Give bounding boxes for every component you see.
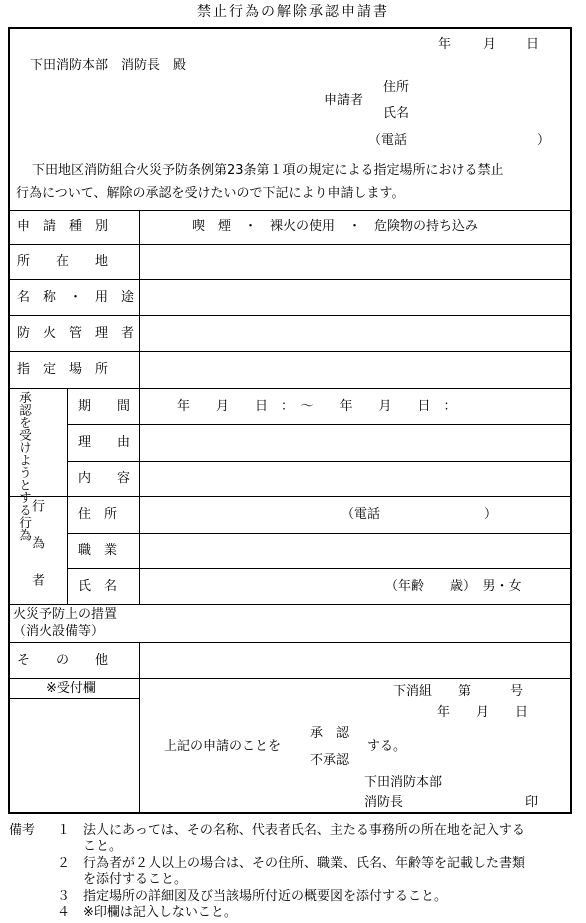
- note-2-line-1: 行為者が２人以上の場合は、その住所、職業、氏名、年齢等を記載した書類: [83, 856, 526, 871]
- column-divider: [139, 211, 140, 604]
- other-label: そ の 他: [17, 653, 109, 668]
- actor-name-label: 氏 名: [78, 579, 118, 594]
- applicant-phone: （電話 ）: [368, 133, 551, 148]
- row-divider: [67, 533, 572, 534]
- reason-label: 理 由: [78, 435, 131, 450]
- row-divider: [67, 461, 572, 462]
- actor-age-sex: （年齢 歳） 男・女: [385, 579, 522, 594]
- note-1-number: １: [57, 823, 71, 838]
- type-value: 喫 煙 ・ 裸火の使用 ・ 危険物の持ち込み: [192, 219, 479, 234]
- period-label: 期 間: [78, 399, 131, 414]
- fire-prevention-measures-sublabel: （消火設備等）: [13, 624, 105, 639]
- note-4-number: ４: [57, 905, 71, 920]
- row-divider: [9, 351, 572, 352]
- note-4-line-1: ※印欄は記入しないこと。: [83, 905, 237, 920]
- applicant-label: 申請者: [324, 93, 364, 108]
- reception-label: ※受付欄: [46, 681, 96, 696]
- period-value: 年 月 日 ： 〜 年 月 日 ：: [177, 399, 457, 414]
- row-divider: [9, 388, 572, 389]
- content-label: 内 容: [78, 471, 131, 486]
- approve-option: 承 認: [310, 726, 350, 741]
- decision-prefix: 上記の申請のことを: [164, 739, 282, 754]
- row-divider: [9, 678, 572, 679]
- name-use-label: 名 称 ・ 用 途: [17, 290, 135, 305]
- notes-label: 備考: [9, 823, 36, 838]
- applicant-address-label: 住所: [383, 80, 410, 95]
- fire-prevention-measures-label: 火災予防上の措置: [13, 607, 118, 622]
- issuing-office: 下田消防本部: [364, 775, 443, 790]
- note-2-line-2: を添付すること。: [83, 872, 188, 887]
- form-title: 禁止行為の解除承認申請書: [197, 4, 389, 20]
- designated-place-label: 指 定 場 所: [17, 362, 109, 377]
- fire-manager-label: 防 火 管 理 者: [17, 326, 135, 341]
- type-label: 申 請 種 別: [17, 219, 109, 234]
- note-2-number: ２: [57, 856, 71, 871]
- note-3-number: ３: [57, 889, 71, 904]
- location-label: 所 在 地: [17, 254, 109, 269]
- row-divider: [67, 568, 572, 569]
- actor-group-label: 行為者: [29, 499, 44, 610]
- row-divider: [9, 279, 572, 280]
- row-divider: [9, 642, 572, 643]
- applicant-name-label: 氏名: [383, 106, 410, 121]
- actor-address-label: 住 所: [78, 507, 118, 522]
- note-3-line-1: 指定場所の詳細図及び当該場所付近の概要図を添付すること。: [83, 889, 448, 904]
- row-divider: [9, 604, 572, 605]
- seal-mark: 印: [525, 795, 539, 810]
- row-divider: [9, 244, 572, 245]
- statement-line-2: 行為について、解除の承認を受けたいので下記により申請します。: [16, 186, 405, 201]
- addressee: 下田消防本部 消防長 殿: [30, 58, 187, 73]
- decision-suffix: する。: [367, 739, 407, 754]
- note-1-line-2: こと。: [83, 839, 123, 854]
- statement-line-1: 下田地区消防組合火災予防条例第23条第１項の規定による指定場所における禁止: [32, 163, 504, 178]
- fire-chief: 消防長: [364, 795, 404, 810]
- header-date-month: 月: [483, 37, 497, 52]
- act-group-label: 承認を受けようとする行為: [17, 391, 33, 541]
- decision-date: 年 月 日: [437, 705, 529, 720]
- row-divider: [9, 315, 572, 316]
- column-divider: [67, 388, 68, 604]
- column-divider: [139, 642, 140, 814]
- disapprove-option: 不承認: [310, 753, 350, 768]
- row-divider: [67, 424, 572, 425]
- note-1-line-1: 法人にあっては、その名称、代表者氏名、主たる事務所の所在地を記入する: [83, 823, 525, 838]
- row-divider: [9, 496, 572, 497]
- office-number: 下消組 第 号: [393, 684, 524, 699]
- occupation-label: 職 業: [78, 543, 118, 558]
- actor-phone: （電話 ）: [341, 507, 498, 522]
- row-divider: [9, 210, 572, 211]
- row-divider: [9, 698, 139, 699]
- header-date-day: 日: [526, 37, 540, 52]
- header-date-year: 年: [438, 37, 452, 52]
